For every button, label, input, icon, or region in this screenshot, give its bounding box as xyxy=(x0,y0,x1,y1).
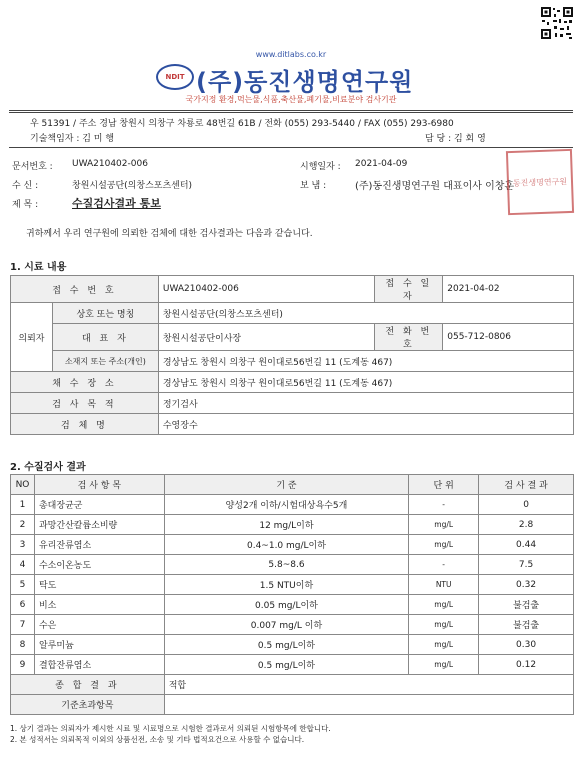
tech-manager: 기술책임자 : 김 미 행 xyxy=(30,134,115,144)
receipt-no-label: 접 수 번 호 xyxy=(11,276,159,303)
cell-result: 0.44 xyxy=(479,535,574,555)
summary-label: 종 합 결 과 xyxy=(11,675,165,695)
cell-no: 9 xyxy=(11,655,35,675)
receipt-date-label: 접 수 일 자 xyxy=(375,276,443,303)
cell-standard: 0.5 mg/L이하 xyxy=(164,635,409,655)
specimen: 수영장수 xyxy=(158,414,573,435)
table-row xyxy=(11,515,574,535)
summary-result: 적합 xyxy=(164,675,573,695)
company-logo: NDIT xyxy=(156,64,194,90)
cell-result: 0.12 xyxy=(479,655,574,675)
date: 2021-04-09 xyxy=(355,159,408,169)
address-line: 우 51391 / 주소 경남 창원시 의창구 차룡로 48번길 61B / 전화 (055) 293-5440 / FAX (055) 293-6980 xyxy=(30,119,454,129)
cell-unit: mg/L xyxy=(409,515,479,535)
header-standard: 기 준 xyxy=(164,475,409,495)
doc-no: UWA210402-006 xyxy=(72,159,148,169)
cell-unit: - xyxy=(409,555,479,575)
table-row xyxy=(11,495,574,515)
cell-unit: mg/L xyxy=(409,635,479,655)
cell-no: 5 xyxy=(11,575,35,595)
website-url[interactable]: www.ditlabs.co.kr xyxy=(255,50,327,59)
header-unit: 단 위 xyxy=(409,475,479,495)
cell-unit: - xyxy=(409,495,479,515)
cell-no: 1 xyxy=(11,495,35,515)
table-row xyxy=(11,635,574,655)
cell-no: 3 xyxy=(11,535,35,555)
section1-title: 1. 시료 내용 xyxy=(10,262,67,273)
cell-item: 탁도 xyxy=(34,575,164,595)
from-label: 보 냄 : xyxy=(300,181,327,191)
cell-item: 결합잔류염소 xyxy=(34,655,164,675)
name-label: 상호 또는 명칭 xyxy=(52,303,158,324)
purpose: 정기검사 xyxy=(158,393,573,414)
cell-item: 과망간산칼륨소비량 xyxy=(34,515,164,535)
subject: 수질검사결과 통보 xyxy=(72,197,161,210)
cell-unit: mg/L xyxy=(409,595,479,615)
cell-standard: 0.05 mg/L이하 xyxy=(164,595,409,615)
table-row xyxy=(11,535,574,555)
table-row xyxy=(11,575,574,595)
purpose-label: 검 사 목 적 xyxy=(11,393,159,414)
cell-standard: 5.8~8.6 xyxy=(164,555,409,575)
cell-no: 7 xyxy=(11,615,35,635)
address-label: 소재지 또는 주소(개인) xyxy=(52,351,158,372)
rep-label: 대 표 자 xyxy=(52,324,158,351)
cell-result: 7.5 xyxy=(479,555,574,575)
cell-item: 수은 xyxy=(34,615,164,635)
person-in-charge: 담 당 : 김 회 영 xyxy=(425,134,486,144)
company-subtitle: 국가지정 환경,먹는물,식품,축산물,폐기물,비료분야 검사기관 xyxy=(185,95,397,104)
cell-item: 수소이온농도 xyxy=(34,555,164,575)
cell-result: 불검출 xyxy=(479,595,574,615)
phone: 055-712-0806 xyxy=(443,324,574,351)
cell-standard: 0.4~1.0 mg/L이하 xyxy=(164,535,409,555)
cell-result: 0.32 xyxy=(479,575,574,595)
phone-label: 전 화 번 호 xyxy=(375,324,443,351)
exceed-label: 기준초과항목 xyxy=(11,695,165,715)
cell-item: 비소 xyxy=(34,595,164,615)
sender: (주)동진생명연구원 대표이사 이창훈 xyxy=(355,181,515,192)
cell-standard: 양성2개 이하/시험대상욕수5개 xyxy=(164,495,409,515)
doc-no-label: 문서번호 : xyxy=(12,162,53,172)
sampling-place-label: 채 수 장 소 xyxy=(11,372,159,393)
header-no: NO xyxy=(11,475,35,495)
cell-result: 2.8 xyxy=(479,515,574,535)
cell-standard: 0.007 mg/L 이하 xyxy=(164,615,409,635)
client-name: 창원시설공단(의창스포츠센터) xyxy=(158,303,573,324)
client-label: 의뢰자 xyxy=(11,303,53,372)
cell-unit: mg/L xyxy=(409,655,479,675)
cell-unit: mg/L xyxy=(409,535,479,555)
cell-item: 유리잔류염소 xyxy=(34,535,164,555)
cell-no: 6 xyxy=(11,595,35,615)
header-result: 검 사 결 과 xyxy=(479,475,574,495)
cell-result: 0.30 xyxy=(479,635,574,655)
specimen-label: 검 체 명 xyxy=(11,414,159,435)
footnotes xyxy=(10,723,331,745)
cell-no: 8 xyxy=(11,635,35,655)
cell-unit: NTU xyxy=(409,575,479,595)
recipient: 창원시설공단(의창스포츠센터) xyxy=(72,181,193,191)
table-row xyxy=(11,555,574,575)
subject-label: 제 목 : xyxy=(12,200,39,210)
receipt-date: 2021-04-02 xyxy=(443,276,574,303)
receipt-no: UWA210402-006 xyxy=(158,276,375,303)
cell-result: 불검출 xyxy=(479,615,574,635)
cell-standard: 12 mg/L이하 xyxy=(164,515,409,535)
cell-item: 총대장균군 xyxy=(34,495,164,515)
cell-item: 알루미늄 xyxy=(34,635,164,655)
section2-title: 2. 수질검사 결과 xyxy=(10,462,86,473)
cell-no: 2 xyxy=(11,515,35,535)
cell-standard: 1.5 NTU이하 xyxy=(164,575,409,595)
date-label: 시행일자 : xyxy=(300,162,341,172)
cell-unit: mg/L xyxy=(409,615,479,635)
intro-text: 귀하께서 우리 연구원에 의뢰한 검체에 대한 검사결과는 다음과 같습니다. xyxy=(26,229,313,239)
qr-code xyxy=(540,6,574,40)
footnote: 2. 본 성적서는 의뢰목적 이외의 상품선전, 소송 및 기타 법적요건으로 사용할 수 없습니다. xyxy=(10,735,305,744)
table-row xyxy=(11,595,574,615)
result-table xyxy=(10,474,574,715)
exceed-items xyxy=(164,695,573,715)
client-address: 경상남도 창원시 의창구 원이대로56번길 11 (도계동 467) xyxy=(158,351,573,372)
table-row xyxy=(11,655,574,675)
to-label: 수 신 : xyxy=(12,181,39,191)
table-row xyxy=(11,615,574,635)
cell-no: 4 xyxy=(11,555,35,575)
cell-result: 0 xyxy=(479,495,574,515)
company-name: (주)동진생명연구원 xyxy=(196,68,414,96)
sample-info-table xyxy=(10,275,574,435)
cell-standard: 0.5 mg/L이하 xyxy=(164,655,409,675)
header-item: 검 사 항 목 xyxy=(34,475,164,495)
representative: 창원시설공단이사장 xyxy=(158,324,375,351)
sampling-place: 경상남도 창원시 의창구 원이대로56번길 11 (도계동 467) xyxy=(158,372,573,393)
footnote: 1. 상기 결과는 의뢰자가 제시한 시료 및 시료명으로 시험한 결과로서 의뢰된 시험항목에 한합니다. xyxy=(10,724,331,733)
company-seal-stamp: 동진생명연구원 xyxy=(506,149,574,215)
